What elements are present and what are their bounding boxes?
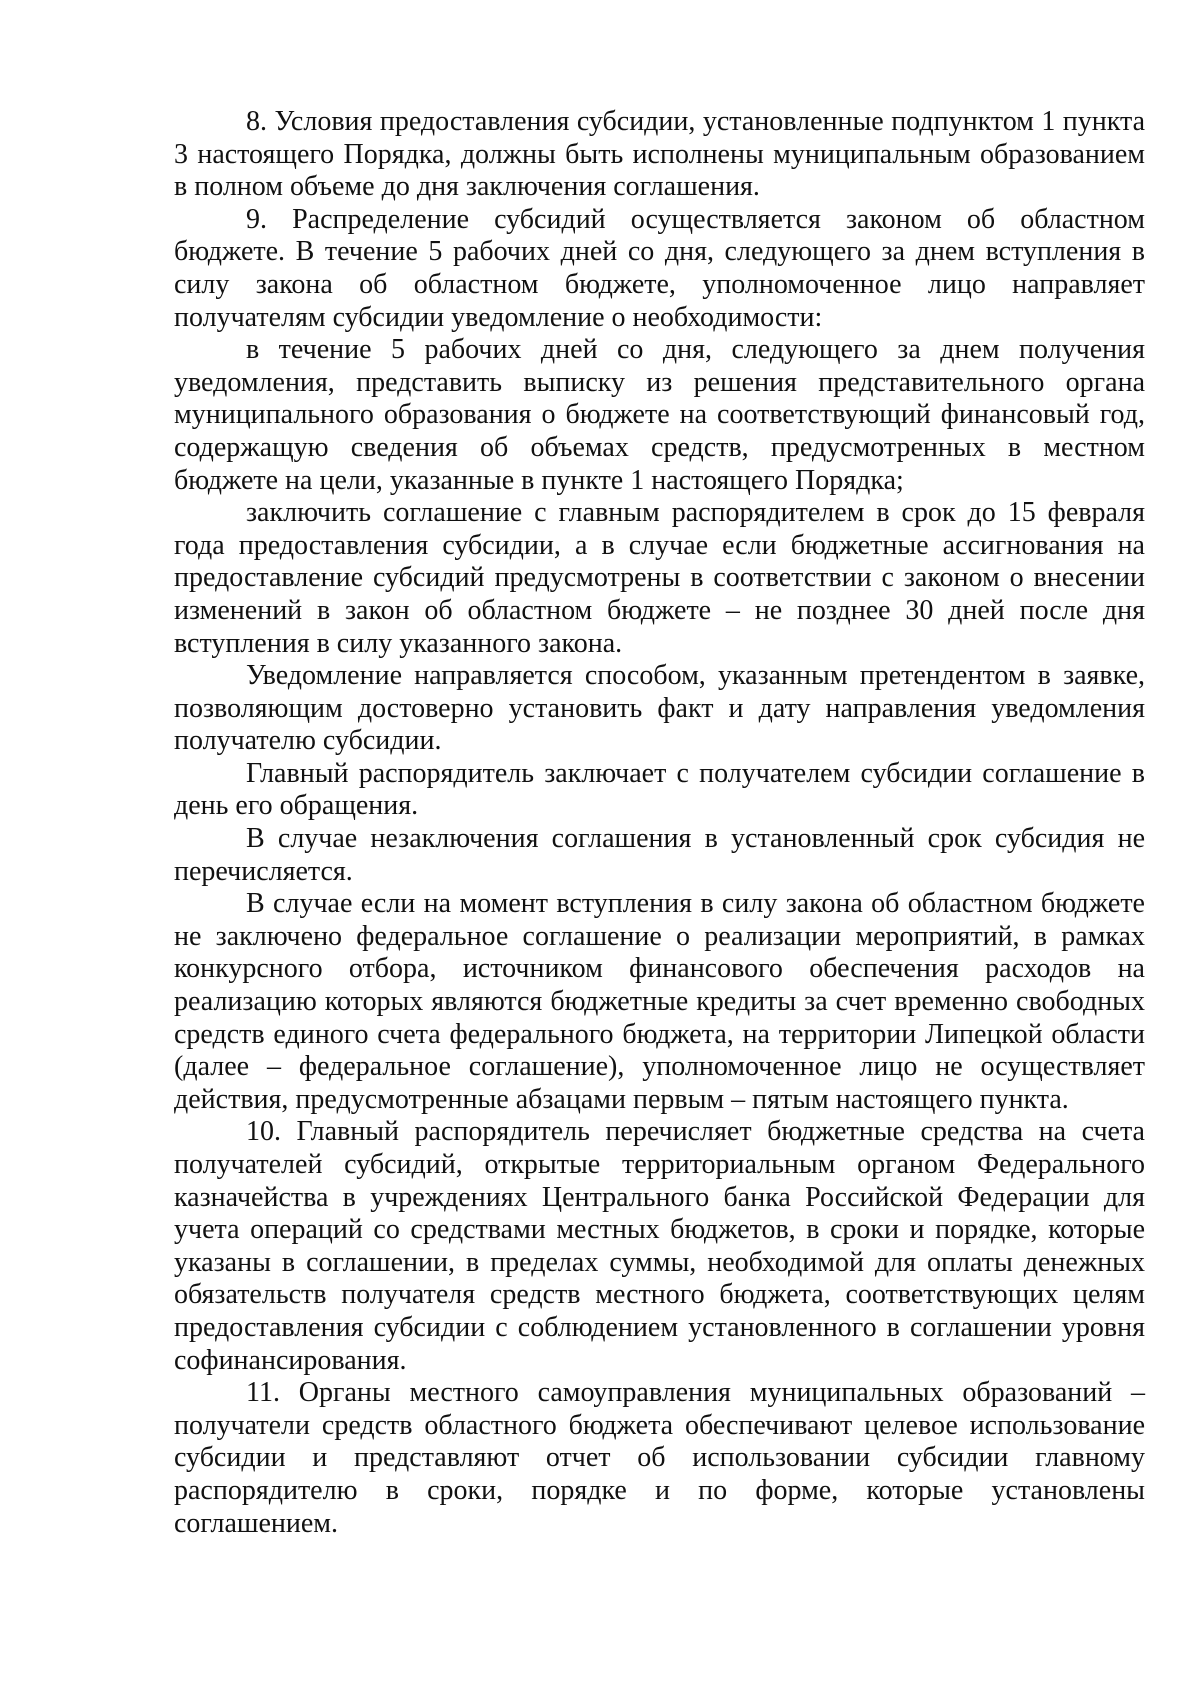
paragraph-clause-9-item-extract: в течение 5 рабочих дней со дня, следующего за днем получения уведомления, представить выписку из решения представительного органа муниципального образования о бюджете на соответствующий финансовый год, содержащую сведения об объемах средств, предусмотренных в местном бюджете на цели, указанные в пункте 1 настоящего Порядка; bbox=[174, 334, 1145, 496]
paragraph-notification-method: Уведомление направляется способом, указанным претендентом в заявке, позволяющим достоверно установить факт и дату направления уведомления получателю субсидии. bbox=[174, 660, 1145, 757]
paragraph-non-conclusion: В случае незаключения соглашения в установленный срок субсидия не перечисляется. bbox=[174, 823, 1145, 887]
paragraph-clause-9-item-agreement: заключить соглашение с главным распорядителем в срок до 15 февраля года предоставления субсидии, а в случае если бюджетные ассигнования на предоставление субсидий предусмотрены в соответствии с законом о внесении изменений в закон об областном бюджете – не позднее 30 дней после дня вступления в силу указанного закона. bbox=[174, 497, 1145, 659]
paragraph-clause-9: 9. Распределение субсидий осуществляется законом об областном бюджете. В течение 5 рабочих дней со дня, следующего за днем вступления в силу закона об областном бюджете, уполномоченное лицо направляет получателям субсидии уведомление о необходимости: bbox=[174, 203, 1145, 333]
paragraph-clause-8: 8. Условия предоставления субсидии, установленные подпунктом 1 пункта 3 настоящего Порядка, должны быть исполнены муниципальным образованием в полном объеме до дня заключения соглашения. bbox=[174, 106, 1145, 203]
paragraph-agreement-conclusion: Главный распорядитель заключает с получателем субсидии соглашение в день его обращения. bbox=[174, 757, 1145, 822]
paragraph-clause-11: 11. Органы местного самоуправления муниципальных образований – получатели средств областного бюджета обеспечивают целевое использование субсидии и представляют отчет об использовании субсидии главному распорядителю в сроки, порядке и по форме, которые установлены соглашением. bbox=[174, 1377, 1145, 1539]
paragraph-federal-agreement: В случае если на момент вступления в силу закона об областном бюджете не заключено федеральное соглашение о реализации мероприятий, в рамках конкурсного отбора, источником финансового обеспечения расходов на реализацию которых являются бюджетные кредиты за счет временно свободных средств единого счета федерального бюджета, на территории Липецкой области (далее – федеральное соглашение), уполномоченное лицо не осуществляет действия, предусмотренные абзацами первым – пятым настоящего пункта. bbox=[174, 888, 1145, 1115]
document-page bbox=[174, 106, 1145, 1540]
paragraph-clause-10: 10. Главный распорядитель перечисляет бюджетные средства на счета получателей субсидий, открытые территориальным органом Федерального казначейства в учреждениях Центрального банка Российской Федерации для учета операций со средствами местных бюджетов, в сроки и порядке, которые указаны в соглашении, в пределах суммы, необходимой для оплаты денежных обязательств получателя средств местного бюджета, соответствующих целям предоставления субсидии с соблюдением установленного в соглашении уровня софинансирования. bbox=[174, 1116, 1145, 1376]
